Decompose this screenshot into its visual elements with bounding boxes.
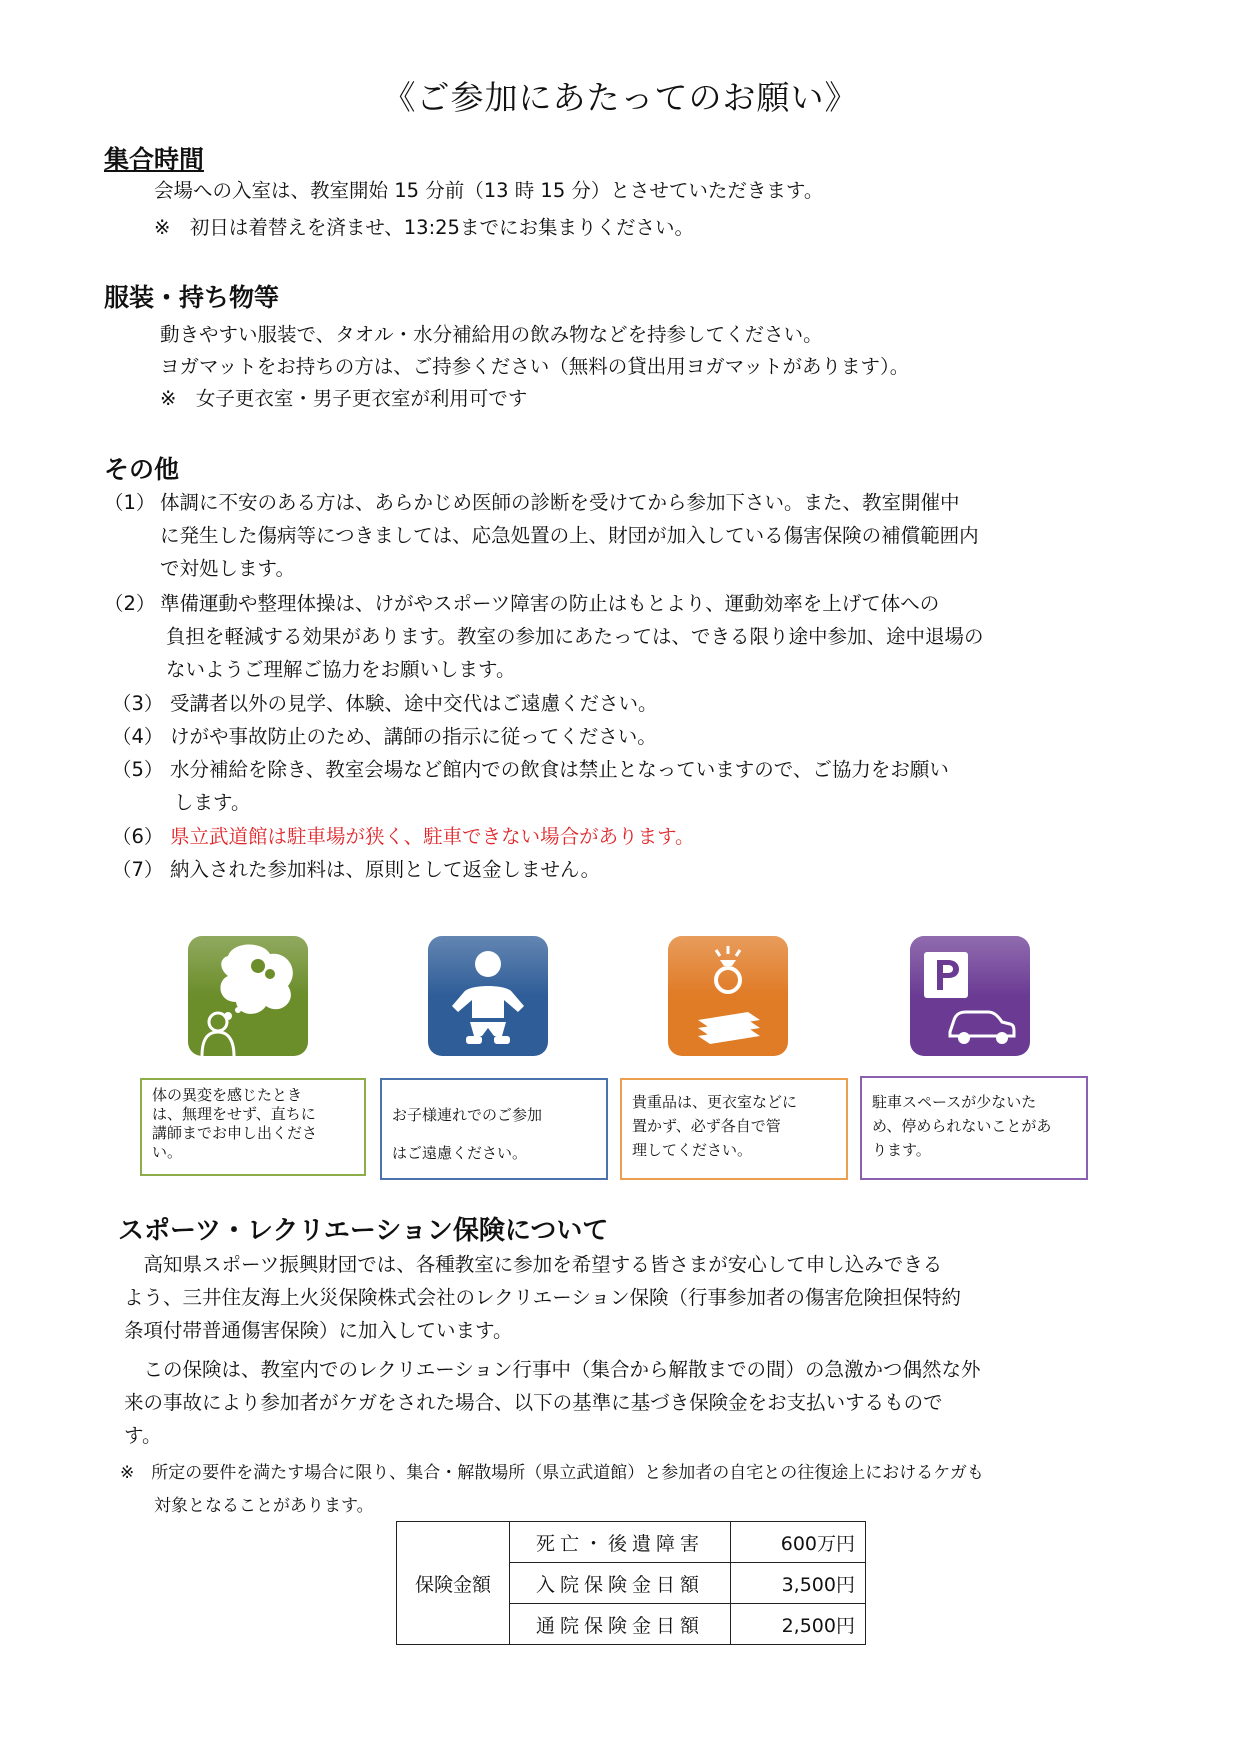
insurance-line: 条項付帯普通傷害保険）に加入しています。 — [124, 1319, 513, 1342]
parking-warning: 県立武道館は駐車場が狭く、駐車できない場合があります。 — [170, 825, 695, 848]
item-number: （7） — [112, 858, 164, 881]
insurance-line: よう、三井住友海上火災保険株式会社のレクリエーション保険（行事参加者の傷害危険担保特約 — [124, 1286, 961, 1309]
table-row — [397, 1522, 866, 1563]
item-line: に発生した傷病等につきましては、応急処置の上、財団が加入している傷害保険の補償範囲内 — [160, 524, 979, 547]
caption-card-children — [380, 1078, 608, 1180]
caption-line: め、停められないことがあ — [872, 1117, 1052, 1135]
item-line: 水分補給を除き、教室会場など館内での飲食は禁止となっていますので、ご協力をお願い — [170, 758, 949, 781]
table-amount: 600万円 — [731, 1522, 866, 1563]
table-item: 入院保険金日額 — [510, 1563, 731, 1604]
item-line: けがや事故防止のため、講師の指示に従ってください。 — [170, 725, 657, 748]
item-line: 納入された参加料は、原則として返金しません。 — [170, 858, 601, 881]
item-number: （5） — [112, 758, 164, 781]
table-amount: 3,500円 — [731, 1563, 866, 1604]
insurance-line: 来の事故により参加者がケガをされた場合、以下の基準に基づき保険金をお支払いするもので — [124, 1391, 943, 1414]
item-line: 受講者以外の見学、体験、途中交代はご遠慮ください。 — [170, 692, 658, 715]
clothing-note: ※ 女子更衣室・男子更衣室が利用可です — [160, 387, 528, 410]
caption-line: 理してください。 — [632, 1141, 753, 1159]
caption-line: 講師までお申し出くださ — [152, 1124, 318, 1142]
table-item: 死亡・後遺障害 — [510, 1522, 731, 1563]
insurance-heading: スポーツ・レクリエーション保険について — [118, 1216, 609, 1246]
item-number: （2） — [104, 592, 156, 615]
caption-card-valuables — [620, 1078, 848, 1180]
item-number: （1） — [104, 491, 156, 514]
page-title: 《ご参加にあたってのお願い》 — [382, 78, 859, 117]
insurance-table — [396, 1521, 866, 1645]
caption-line: 置かず、必ず各自で管 — [632, 1117, 781, 1135]
item-number: （6） — [112, 825, 164, 848]
clothing-heading: 服装・持ち物等 — [104, 283, 280, 312]
table-amount: 2,500円 — [731, 1604, 866, 1645]
unwell-person-icon — [188, 936, 308, 1056]
valuables-icon — [668, 936, 788, 1056]
insurance-note: ※ 所定の要件を満たす場合に限り、集合・解散場所（県立武道館）と参加者の自宅との往復途上におけるケガも — [120, 1463, 984, 1483]
other-heading: その他 — [104, 455, 180, 484]
parking-icon — [910, 936, 1030, 1056]
item-line: します。 — [174, 791, 251, 814]
gathering-note: ※ 初日は着替えを済ませ、13:25までにお集まりください。 — [154, 216, 694, 239]
table-label: 保険金額 — [397, 1522, 510, 1645]
gathering-heading: 集合時間 — [104, 145, 205, 174]
clothing-line: ヨガマットをお持ちの方は、ご持参ください（無料の貸出用ヨガマットがあります）。 — [160, 355, 910, 378]
insurance-note: 対象となることがあります。 — [120, 1496, 374, 1516]
caption-card-parking — [860, 1076, 1088, 1180]
item-line: 負担を軽減する効果があります。教室の参加にあたっては、できる限り途中参加、途中退場の — [166, 625, 984, 648]
item-number: （3） — [112, 692, 164, 715]
item-line: 準備運動や整理体操は、けがやスポーツ障害の防止はもとより、運動効率を上げて体への — [160, 592, 940, 615]
item-line: 体調に不安のある方は、あらかじめ医師の診断を受けてから参加下さい。また、教室開催中 — [160, 491, 960, 514]
item-number: （4） — [112, 725, 164, 748]
caption-line: 体の異変を感じたとき — [152, 1086, 303, 1104]
insurance-line: 高知県スポーツ振興財団では、各種教室に参加を希望する皆さまが安心して申し込みできる — [124, 1253, 943, 1276]
table-item: 通院保険金日額 — [510, 1604, 731, 1645]
gathering-line: 会場への入室は、教室開始 15 分前（13 時 15 分）とさせていただきます。 — [154, 179, 824, 202]
clothing-line: 動きやすい服装で、タオル・水分補給用の飲み物などを持参してください。 — [160, 323, 823, 346]
caption-line: お子様連れでのご参加 — [392, 1106, 543, 1124]
caption-line: ります。 — [872, 1141, 931, 1159]
insurance-line: す。 — [124, 1424, 162, 1447]
caption-card-health — [140, 1078, 366, 1176]
caption-line: い。 — [152, 1143, 183, 1161]
caption-line: はご遠慮ください。 — [392, 1144, 528, 1162]
item-line: で対処します。 — [160, 557, 295, 580]
caption-line: 駐車スペースが少ないた — [872, 1093, 1037, 1111]
baby-icon — [428, 936, 548, 1056]
caption-line: は、無理をせず、直ちに — [152, 1105, 316, 1123]
insurance-line: この保険は、教室内でのレクリエーション行事中（集合から解散までの間）の急激かつ偶然な外 — [124, 1358, 981, 1381]
item-line: ないようご理解ご協力をお願いします。 — [166, 658, 516, 681]
caption-line: 貴重品は、更衣室などに — [632, 1093, 798, 1111]
